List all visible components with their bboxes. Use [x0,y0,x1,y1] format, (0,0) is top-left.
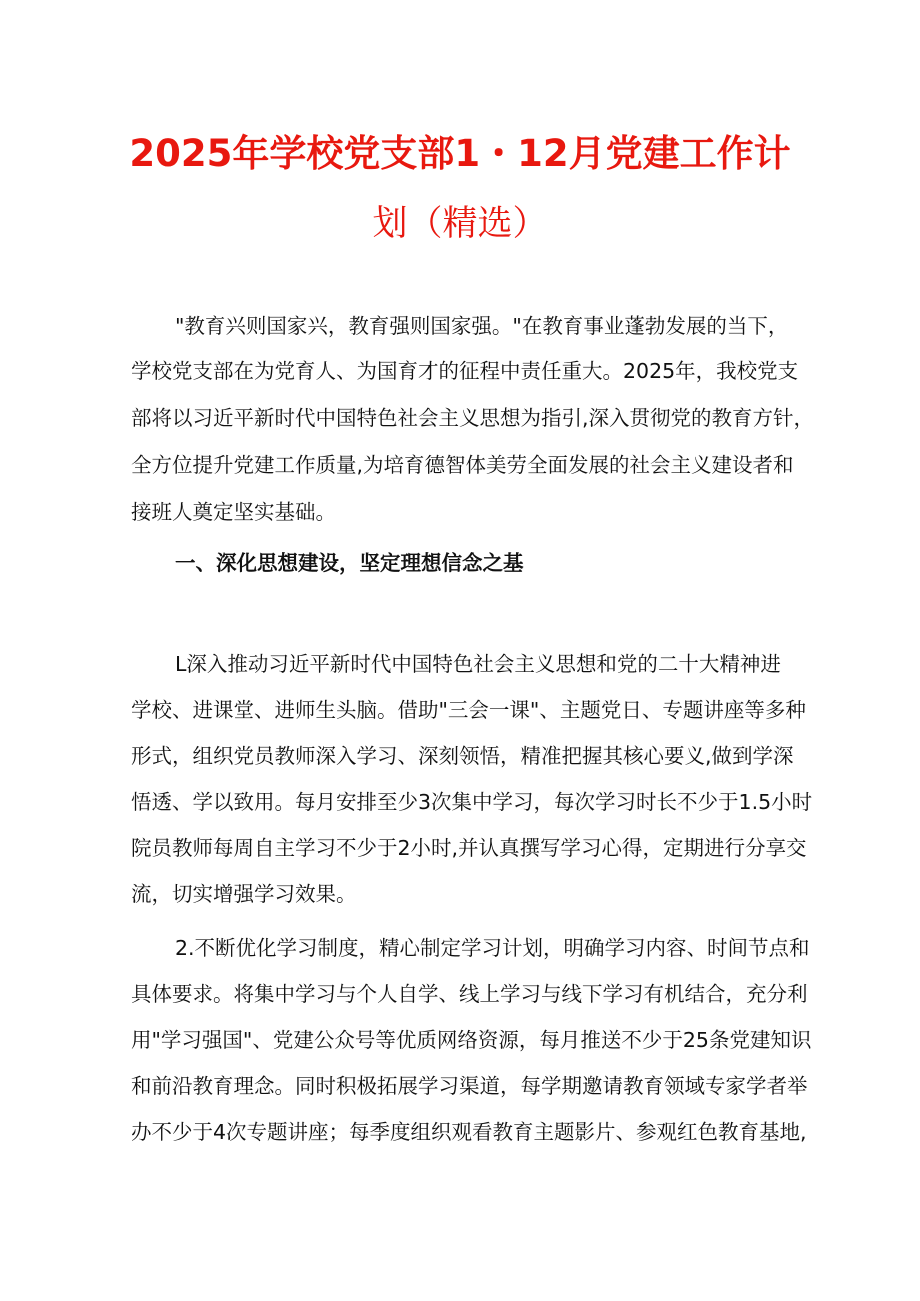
item2-line: 办不少于4次专题讲座；每季度组织观看教育主题影片、参观红色教育基地, [131,1120,807,1144]
item1-line: L深入推动习近平新时代中国特色社会主义思想和党的二十大精神进 [175,652,781,676]
intro-line: 全方位提升党建工作质量,为培育德智体美劳全面发展的社会主义建设者和 [131,453,794,477]
document-title-line-1: 2025年学校党支部1・12月党建工作计 [129,132,791,175]
item2-line: 用"学习强国"、党建公众号等优质网络资源，每月推送不少于25条党建知识 [131,1028,812,1052]
intro-line: "教育兴则国家兴，教育强则国家强。"在教育事业蓬勃发展的当下， [175,314,789,338]
item1-line: 悟透、学以致用。每月安排至少3次集中学习，每次学习时长不少于1.5小时 [131,790,813,814]
intro-line: 学校党支部在为党育人、为国育才的征程中责任重大。2025年，我校党支 [131,359,799,383]
item1-line: 学校、进课堂、进师生头脑。借助"三会一课"、主题党日、专题讲座等多种 [131,698,806,722]
item1-line: 流，切实增强学习效果。 [131,882,357,906]
document-title-line-2: 划（精选） [372,204,548,244]
intro-line: 部将以习近平新时代中国特色社会主义思想为指引,深入贯彻党的教育方针， [131,406,815,430]
item1-line: 院员教师每周自主学习不少于2小时,并认真撰写学习心得，定期进行分享交 [131,836,807,860]
item1-line: 形式，组织党员教师深入学习、深刻领悟，精准把握其核心要义,做到学深 [131,744,794,768]
item2-line: 和前沿教育理念。同时积极拓展学习渠道，每学期邀请教育领域专家学者举 [131,1074,808,1098]
intro-line: 接班人奠定坚实基础。 [131,500,336,524]
item2-line: 具体要求。将集中学习与个人自学、线上学习与线下学习有机结合，充分利 [131,982,808,1006]
item2-line: 2.不断优化学习制度，精心制定学习计划，明确学习内容、时间节点和 [175,936,810,960]
section-heading: 一、深化思想建设，坚定理想信念之基 [175,551,524,575]
